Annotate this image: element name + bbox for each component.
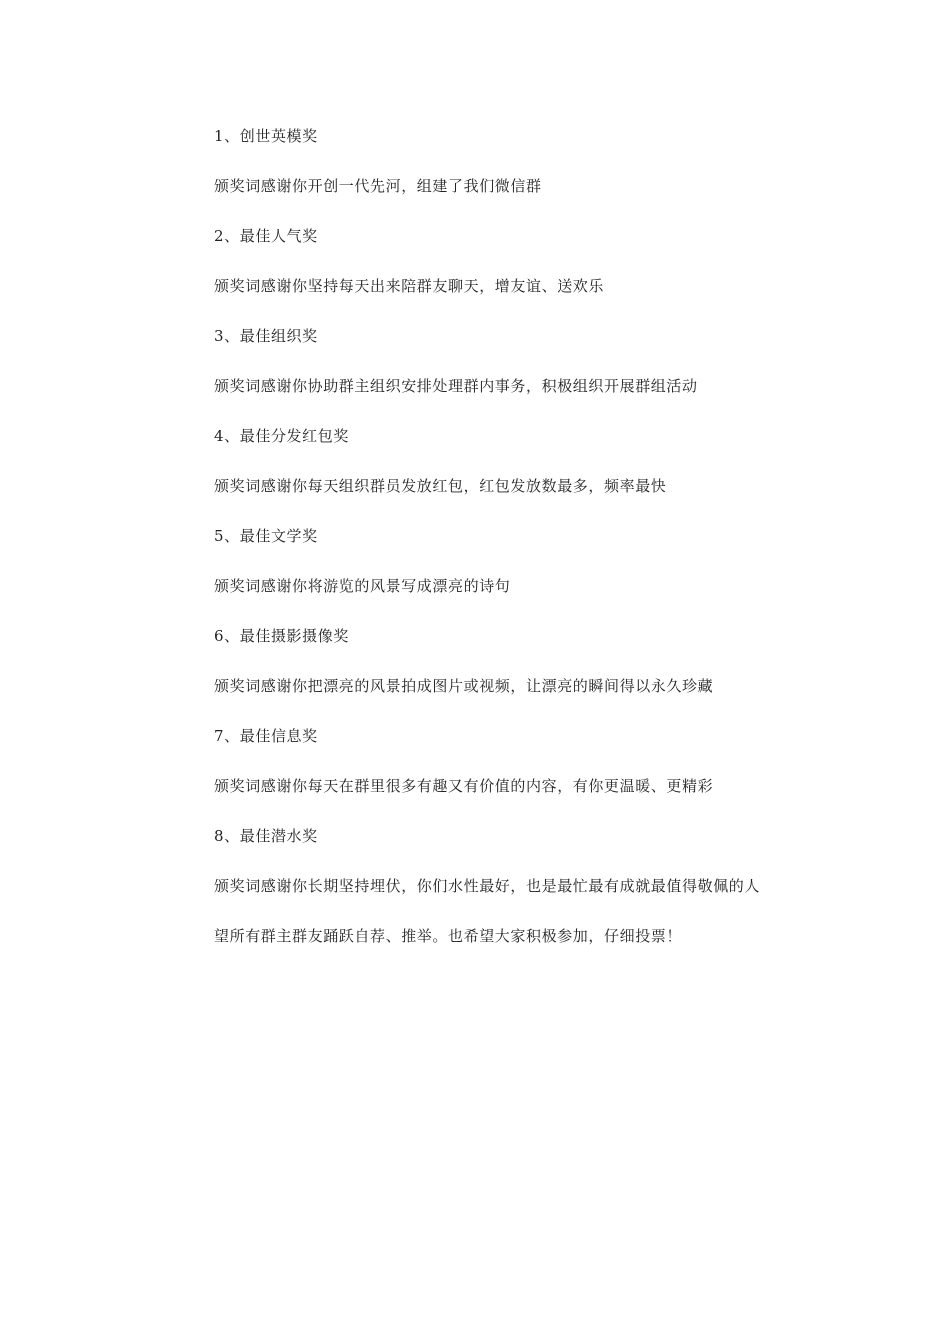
award-title-2: 2、最佳人气奖 (214, 227, 318, 245)
award-title-5: 5、最佳文学奖 (214, 527, 318, 545)
award-citation-6: 颁奖词感谢你把漂亮的风景拍成图片或视频，让漂亮的瞬间得以永久珍藏 (214, 677, 714, 695)
award-title-8: 8、最佳潜水奖 (214, 827, 318, 845)
award-title-6: 6、最佳摄影摄像奖 (214, 627, 349, 645)
award-title-7: 7、最佳信息奖 (214, 727, 318, 745)
award-title-3: 3、最佳组织奖 (214, 327, 318, 345)
closing-note: 望所有群主群友踊跃自荐、推举。也希望大家积极参加，仔细投票！ (214, 927, 683, 945)
award-title-1: 1、创世英模奖 (214, 127, 318, 145)
award-citation-3: 颁奖词感谢你协助群主组织安排处理群内事务，积极组织开展群组活动 (214, 377, 698, 395)
award-title-4: 4、最佳分发红包奖 (214, 427, 349, 445)
award-citation-1: 颁奖词感谢你开创一代先河，组建了我们微信群 (214, 177, 542, 195)
award-citation-7: 颁奖词感谢你每天在群里很多有趣又有价值的内容，有你更温暖、更精彩 (214, 777, 714, 795)
award-citation-4: 颁奖词感谢你每天组织群员发放红包，红包发放数最多，频率最快 (214, 477, 667, 495)
award-citation-8: 颁奖词感谢你长期坚持埋伏，你们水性最好，也是最忙最有成就最值得敬佩的人 (214, 877, 761, 895)
award-citation-5: 颁奖词感谢你将游览的风景写成漂亮的诗句 (214, 577, 511, 595)
award-citation-2: 颁奖词感谢你坚持每天出来陪群友聊天，增友谊、送欢乐 (214, 277, 605, 295)
document-body (168, 124, 788, 974)
